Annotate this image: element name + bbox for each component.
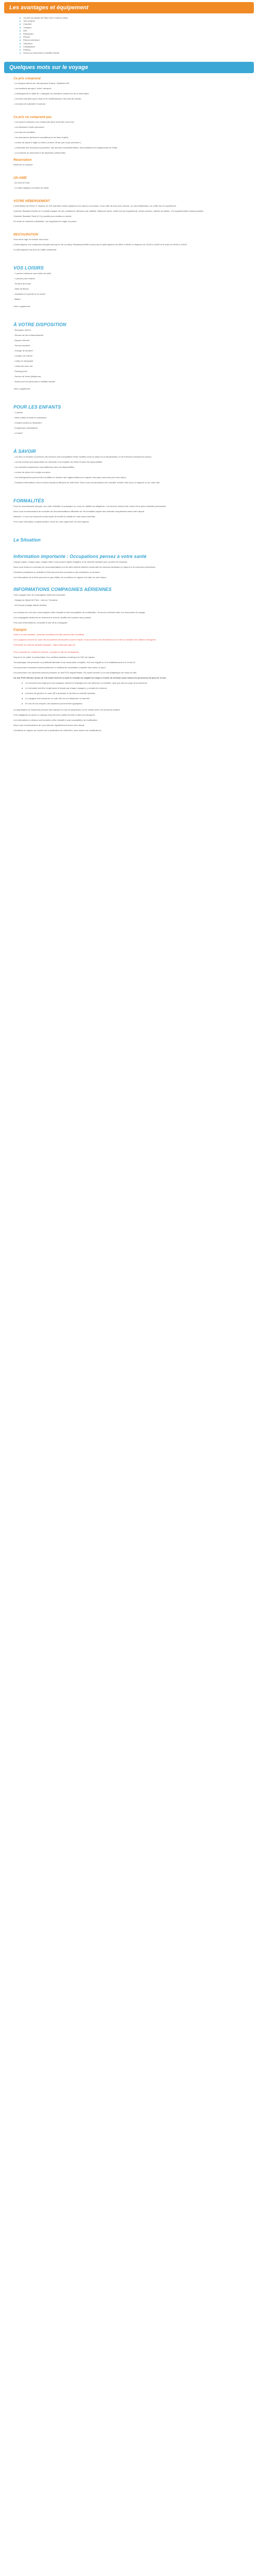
enfants-line: - Chaises hautes au restaurant <box>13 421 42 425</box>
disposition-line: - Lobby en wifi gratuit <box>13 360 34 363</box>
sub-bullet: Le formulaire doit être rempli avant le départ par chaque voyageur, y compris les mineurs. <box>21 687 248 690</box>
savoir-line: - Certaines informations ont pu évoluer depuis la diffusion de cette fiche. Nous vous recommandons de consulter la fiche mise à jour à l'agence ou sur notre site. <box>13 481 160 484</box>
section-title-savoir: À SAVOIR <box>13 449 36 454</box>
final-line: Nous vous recommandons de vous informer régulièrement avant votre départ. <box>13 724 85 727</box>
disposition-line: - Parking privé* <box>13 370 28 373</box>
enfants-line: - Menu enfant et bébé au restaurant <box>13 416 46 419</box>
espagne-line: Les personnes vaccinées doivent présenter un certificat de vaccination complète d'au moins 14 jours. <box>13 666 106 669</box>
loisirs-note: *Avec supplément <box>13 305 30 308</box>
formalites-line: Pour les ressortissants français, une carte d'identité ou passeport en cours de validité est obligatoire. Les mineurs doivent être munis d'une pièce d'identité personnelle. <box>13 505 167 508</box>
noncompris-line: - La taxe de séjour à régler à l'hôtel ( environ 2€ par jour et par personne ). <box>13 141 82 144</box>
espagne-line: Les voyageurs doivent se munir des documents nécessaires avant le départ. Vous trouverez les informations sur le site du ministère des affaires étrangères. <box>13 638 156 641</box>
important-line: Chaque région, chaque pays, chaque hôtel a ses propres règles d'hygiène et de sécurité sanitaire qu'il convient de respecter. <box>13 561 128 564</box>
disposition-note: *Avec supplément <box>13 387 30 391</box>
enfants-line: - Programme d'animations <box>13 427 38 430</box>
amenity-item: Télévision <box>20 42 248 45</box>
savoir-line: - La taxe de séjour est à régler sur place. <box>13 471 51 474</box>
enfants-line: - 1 piscine <box>13 411 23 414</box>
loisirs-line: - 1 piscine extérieure avec bains de soleil <box>13 272 52 275</box>
disposition-line: - Service de bar et blanchisserie* <box>13 334 44 337</box>
hebergement-line: L'hôtel Balise de Plume 2* dispose de 425 chambres toutes équipées d'un balcon ou terrasse, d'une salle de bain avec douche, un mini-réfrigérateur, un coffre-fort en supplément. <box>13 205 176 208</box>
restauration-line: L'hôtel dispose d'un restaurant principal ainsi qu'un bar au lobby. Restaurant buffet ouvert pour le petit déjeuner de 8h00 à 10h00, le déjeuner de 12h30 à 14h30 et le dîner de 19h00 à 21h30. <box>13 243 187 246</box>
espagne-line: Depuis le 1er juillet, la présentation d'un certificat sanitaire numérique de l'UE est requise. <box>13 656 95 659</box>
pcr-text: Un test PCR effectué moins de 72h avant l'arrivée et dont le résultat est négatif est exigé à l'entrée du territoire pour toutes les personnes de plus de 12 ans. <box>13 676 167 680</box>
section-title-hebergement: VOTRE HÉBERGEMENT <box>13 200 50 204</box>
loisirs-line: - Billard <box>13 298 21 301</box>
info-airlines-title: INFORMATIONS COMPAGNIES AÉRIENNES <box>13 587 112 592</box>
compris-line: - Les taxes de solidarité et carbone. <box>13 103 46 106</box>
loisirs-line: - 1 piscine pour enfants <box>13 277 35 280</box>
final-line: La quarantaine ou l'isolement peuvent être imposés en cas de symptômes ou de contact avec une personne positive. <box>13 708 121 711</box>
espagne-title: Espagne <box>13 629 27 632</box>
section-title-formalites: FORMALITÉS <box>13 498 44 504</box>
amenity-item: Transfert <box>20 26 248 29</box>
compris-line: - Les transferts aéroport / hôtel / aéroport. <box>13 87 52 90</box>
noncompris-line: - Les dépenses d'ordre personnel. <box>13 126 45 129</box>
hebergement-line: Chambre Standard Triple (2+1) possible pour adultes ou enfant. <box>13 215 72 218</box>
prices-banner: Les avantages et équipement <box>4 2 254 13</box>
aime-line: - Au bord de l'eau <box>13 181 30 184</box>
section-title-noncompris: Ce prix ne comprend pas <box>13 116 52 120</box>
compris-line: - Le transport aérien sur vols spéciaux France / Batlèmie A/R. <box>13 82 70 85</box>
section-title-aime: UN AIME <box>13 177 27 180</box>
section-title-reservation: Réservation <box>13 159 32 162</box>
final-line: Il est obligatoire de porter un masque dans les lieux publics fermés et dans les transports. <box>13 714 95 717</box>
section-title-compris: Ce prix comprend <box>13 77 41 81</box>
section-title-enfants: POUR LES ENFANTS <box>13 404 61 410</box>
disposition-line: - Lobby bar avec vue <box>13 365 33 368</box>
noncompris-line: - Les assurances (fortement conseillées) et les frais d'option. <box>13 136 69 139</box>
savoir-line: - Les lits d'enfant sont disponibles sur demande à la réception de l'hôtel et selon les disponibilités. <box>13 461 103 464</box>
voyage-content <box>0 77 258 523</box>
espagne-line: Tout passager doit présenter un justificatif attestant d'une vaccination complète, d'un test négatif ou d'un rétablissement à la Covid-19. <box>13 661 136 664</box>
info-line: Pour plus d'informations, consultez le site de la compagnie. <box>13 621 68 624</box>
compris-line: - L'hébergement en taille de 1 catégorie de chambres choisie lors de la réservation. <box>13 92 90 95</box>
disposition-line: - Espace internet* <box>13 339 30 342</box>
important-line: Les informations de la fiche peuvent ne pas refléter les conditions en vigueur à la date de votre séjour. <box>13 576 107 579</box>
loisirs-line: - Terrains de tennis <box>13 282 31 285</box>
disposition-line: - Accès pour les personnes à mobilité réduite* <box>13 380 56 383</box>
info-line: Les compagnies aériennes se réservent le droit de modifier les horaires sans préavis. <box>13 616 92 619</box>
disposition-line: - Service médical* <box>13 344 30 347</box>
savoir-line: - Les hébergements peuvent être modifiés en fonction des réglementations en vigueur des pays concernés par votre séjour. <box>13 476 127 479</box>
section-title-loisirs: VOS LOISIRS <box>13 265 44 271</box>
loisirs-line: - Salle de fitness <box>13 287 29 291</box>
savoir-line: - Les lieux et horaires d'ouverture des services sont susceptibles d'être modifiés selon la saison et la fréquentation, et de fermeture pendant les travaux. <box>13 455 152 459</box>
hebergement-line: Chambre Standard Double (2+1) adulte équipée de l'air conditionné, télévision par satellite, téléphone direct, coffre-fort (en supplément), sèche-cheveux, articles de toilette. 1 lit supplémentaire enfant possible. <box>13 210 204 213</box>
noncompris-line: - L'ensemble des excursions proposées, des services complémentaires, des prestations et équipements de l'hôtel. <box>13 146 118 149</box>
info-line: - Voyage au départ de Paris : vols sur Transavia <box>13 599 58 602</box>
amenity-item: Climatisation <box>20 45 248 48</box>
amenity-item: Vol A/R (au départ de Paris CDG et autres villes) <box>20 16 248 20</box>
amenities-list <box>6 16 258 55</box>
situation-content <box>0 537 258 732</box>
important-title: Information importante : Occupations pensez à votre santé <box>13 554 147 560</box>
amenity-item: Wifi <box>20 29 248 32</box>
reservation-text: Réservez en avance! <box>13 163 33 166</box>
noncompris-line: - Les frais de formalités. <box>13 131 36 134</box>
savoir-line: - Les chambres supérieures sont attribuées selon les disponibilités. <box>13 466 75 469</box>
final-line: Conditions en vigueur au moment de la publication de cette fiche, sous réserve de modifications. <box>13 729 102 732</box>
disposition-line: - Location de voiture* <box>13 354 33 358</box>
amenity-item: Tout compris <box>20 20 248 23</box>
amenity-item: Accès aux personnes à mobilité réduite <box>20 52 248 55</box>
sub-bullet: Le voyageur doit conserver ce code QR sur son téléphone ou imprimé. <box>21 697 248 700</box>
sub-bullet: Il permet de générer un code QR à présenter à l'arrivée au contrôle sanitaire. <box>21 692 248 695</box>
situation-title: Le Situation <box>13 537 41 543</box>
formalites-line: Attention : il vous est vivement recommandé de vérifier la validité de votre pièce d'identité. <box>13 515 96 518</box>
restauration-line: Vous serez logé en formule tout inclus <box>13 238 49 241</box>
compris-line: - Les taxes aéroport (sous réserve de modifications) et les frais de dossier. <box>13 97 82 100</box>
formalites-line: Nous vous recommandons de consulter les recommandations officielles sur les formalités auprès des autorités compétentes avant votre départ. <box>13 510 145 513</box>
espagne-line: Pour connaître les conditions d'entrée, consultez le site de l'ambassade. <box>13 651 79 654</box>
disposition-line: - Change de devises* <box>13 349 34 352</box>
amenity-item: Parking <box>20 48 248 52</box>
formalites-line: Pour toute information complémentaire, merci de vous rapprocher de votre agence. <box>13 520 90 523</box>
amenity-item: Piscine <box>20 36 248 39</box>
noncompris-line: - Les repas et boissons non mentionnés dans la formule (voir lors). <box>13 121 75 124</box>
important-line: Nous vous invitons à consulter les recommandations sur les sites internet officiels concernant les mesures sanitaires en vigueur et les mesures préventives. <box>13 566 156 569</box>
restauration-line: Le petit déjeuner est servi en buffet continental. <box>13 248 57 251</box>
disposition-line: - Service de réveil (téléphone) <box>13 375 41 378</box>
final-line: Les informations ci-dessus sont données à titre indicatif et sont susceptibles de modification. <box>13 719 98 722</box>
espagne-line: Suite à la crise sanitaire, certaines conditions d'entrée peuvent être modifiées. <box>13 633 85 636</box>
noncompris-line: - Le pourboire du personnel et les dépenses optionnelles. <box>13 151 66 155</box>
info-line: - Air Europa (voyage depuis Nantes) <box>13 604 47 607</box>
voyage-banner: Quelques mots sur le voyage <box>4 62 254 73</box>
aime-line: - Le cadre idyllique et naturel de l'hôtel <box>13 187 49 190</box>
info-line: Vous voyagez avec les compagnies aériennes suivantes : <box>13 594 67 597</box>
amenity-item: Chambre <box>20 23 248 26</box>
hebergement-line: En mode de chambre individuelle, une supplément à régler sur place. <box>13 220 77 223</box>
important-line: Certaines prestations ou activités à l'hôtel peuvent être soumises à des restrictions ou fermées. <box>13 571 101 574</box>
espagne-line: Les personnes non vaccinées doivent présenter un test PCR négatif réalisé 72h avant l'arrivée ou un test antigénique de moins de 48h. <box>13 671 137 674</box>
amenity-item: Restaurant <box>20 32 248 36</box>
amenity-item: Piscine extérieure <box>20 39 248 42</box>
section-title-restauration: RESTAURATION <box>13 233 38 237</box>
section-title-disposition: À VOTRE DISPOSITION <box>13 322 67 328</box>
loisirs-line: - Animation en journée et en soirée <box>13 293 46 296</box>
sub-bullet: Ce document est exigé pour tout voyageur arrivant en Espagne par voie aérienne ou maritime, quel que soit son pays de provenance. <box>21 682 248 685</box>
sub-bullet: En cas de non-respect, des sanctions peuvent être appliquées. <box>21 702 248 705</box>
enfants-line: - Lit bébé* <box>13 432 23 435</box>
info-line: Les horaires de vols sont communiqués à titre indicatif et sont susceptibles de modification. Ils seront confirmés dans vos documents de voyage. <box>13 611 146 614</box>
disposition-line: - Réception 24h/24 <box>13 329 31 332</box>
espagne-link[interactable]: Formulaire de contrôle sanitaire Espagne : https://www.spth.gob.es/ <box>13 643 75 647</box>
sub-bullets-list <box>21 682 248 705</box>
